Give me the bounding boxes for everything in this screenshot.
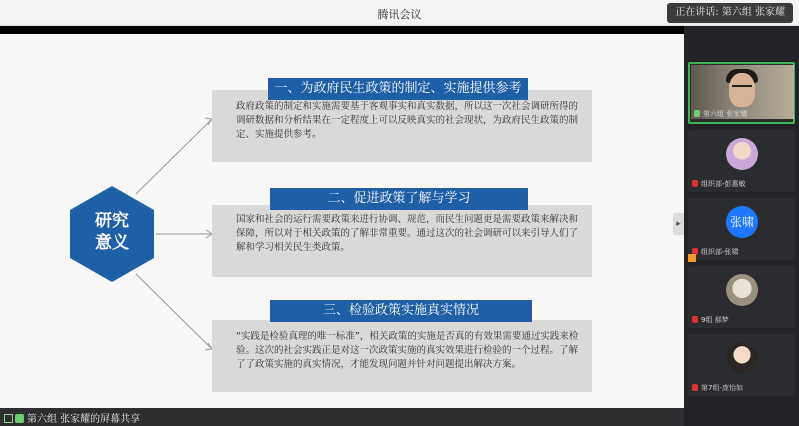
participant-name: 组织部-彭惠敏 — [701, 180, 746, 188]
screen-share-label[interactable] — [4, 410, 140, 425]
participant-tile[interactable] — [688, 266, 795, 328]
participant-name: 9组 郝梦 — [701, 316, 729, 324]
participant-name: 第六组 张家耀 — [703, 110, 748, 118]
point-body-1: 政府政策的制定和实施需要基于客观事实和真实数据，所以这一次社会调研所得的调研数据和分析结果在一定程度上可以反映真实的社会现状，为政府民生政策的制定、实施提供参考。 — [236, 101, 579, 140]
participant-name-row — [692, 315, 729, 325]
speaking-indicator: 正在讲话: 第六组 张家耀 — [667, 3, 793, 23]
point-heading-3: 三、检验政策实施真实情况 — [270, 300, 532, 322]
participant-tile[interactable] — [688, 334, 795, 396]
mic-muted-icon — [692, 180, 698, 187]
point-body-3: “实践是检验真理的唯一标准”，相关政策的实施是否真的有效果需要通过实践来检验。这次的社会实践正是对这一次政策实施的真实效果进行检验的一个过程。了解了了政策实施的真实情况，才能发现问题并针对问题提出解决方案。 — [236, 331, 579, 370]
avatar — [726, 138, 758, 170]
arrow-head-3 — [205, 343, 212, 350]
participant-panel — [684, 26, 799, 426]
point-box-2 — [212, 205, 592, 277]
point-box-1 — [212, 90, 592, 162]
mic-muted-icon — [692, 384, 698, 391]
screen-share-icon — [4, 414, 13, 423]
participant-name: 第7组-庞怡如 — [701, 384, 743, 392]
mic-muted-icon — [692, 316, 698, 323]
participant-name-row — [694, 109, 747, 119]
window-title: 腾讯会议 — [377, 8, 422, 21]
point-box-3 — [212, 320, 592, 392]
title-bar — [0, 0, 799, 26]
avatar — [726, 342, 758, 374]
participant-name-row — [692, 383, 743, 393]
participant-name-row — [692, 247, 739, 257]
connector-line-3 — [136, 274, 212, 349]
participant-tile[interactable] — [688, 198, 795, 260]
shared-screen — [0, 26, 684, 408]
participant-name: 组织部-张啸 — [701, 248, 739, 256]
center-title-line-1: 研究 — [95, 211, 129, 231]
center-title-line-2: 意义 — [95, 233, 129, 253]
center-title — [68, 210, 156, 254]
glasses-shape — [732, 85, 752, 90]
mic-on-icon — [15, 414, 24, 423]
avatar-initials: 张啸 — [726, 206, 758, 238]
chevron-right-icon[interactable]: ▸ — [673, 213, 684, 235]
avatar — [726, 274, 758, 306]
point-heading-1: 一、为政府民生政策的制定、实施提供参考 — [268, 78, 528, 100]
face-shape — [729, 73, 755, 107]
connector-line-1 — [136, 119, 212, 194]
point-body-2: 国家和社会的运行需要政策来进行协调、规范，而民生问题更是需要政策来解决和保障，所以对于相关政策的了解非常重要。通过这次的社会调研可以来引导人们了解和学习相关民生类政策。 — [236, 214, 579, 253]
participant-tile[interactable] — [688, 130, 795, 192]
share-text: 第六组 张家耀的屏幕共享 — [27, 414, 141, 425]
arrow-head-1 — [205, 118, 212, 125]
hand-raise-icon — [688, 254, 696, 262]
bottom-bar — [0, 408, 684, 426]
mic-on-icon — [694, 110, 700, 117]
presentation-slide — [0, 34, 684, 408]
participant-tile[interactable] — [688, 62, 795, 124]
participant-name-row — [692, 179, 746, 189]
point-heading-2: 二、促进政策了解与学习 — [270, 188, 528, 210]
